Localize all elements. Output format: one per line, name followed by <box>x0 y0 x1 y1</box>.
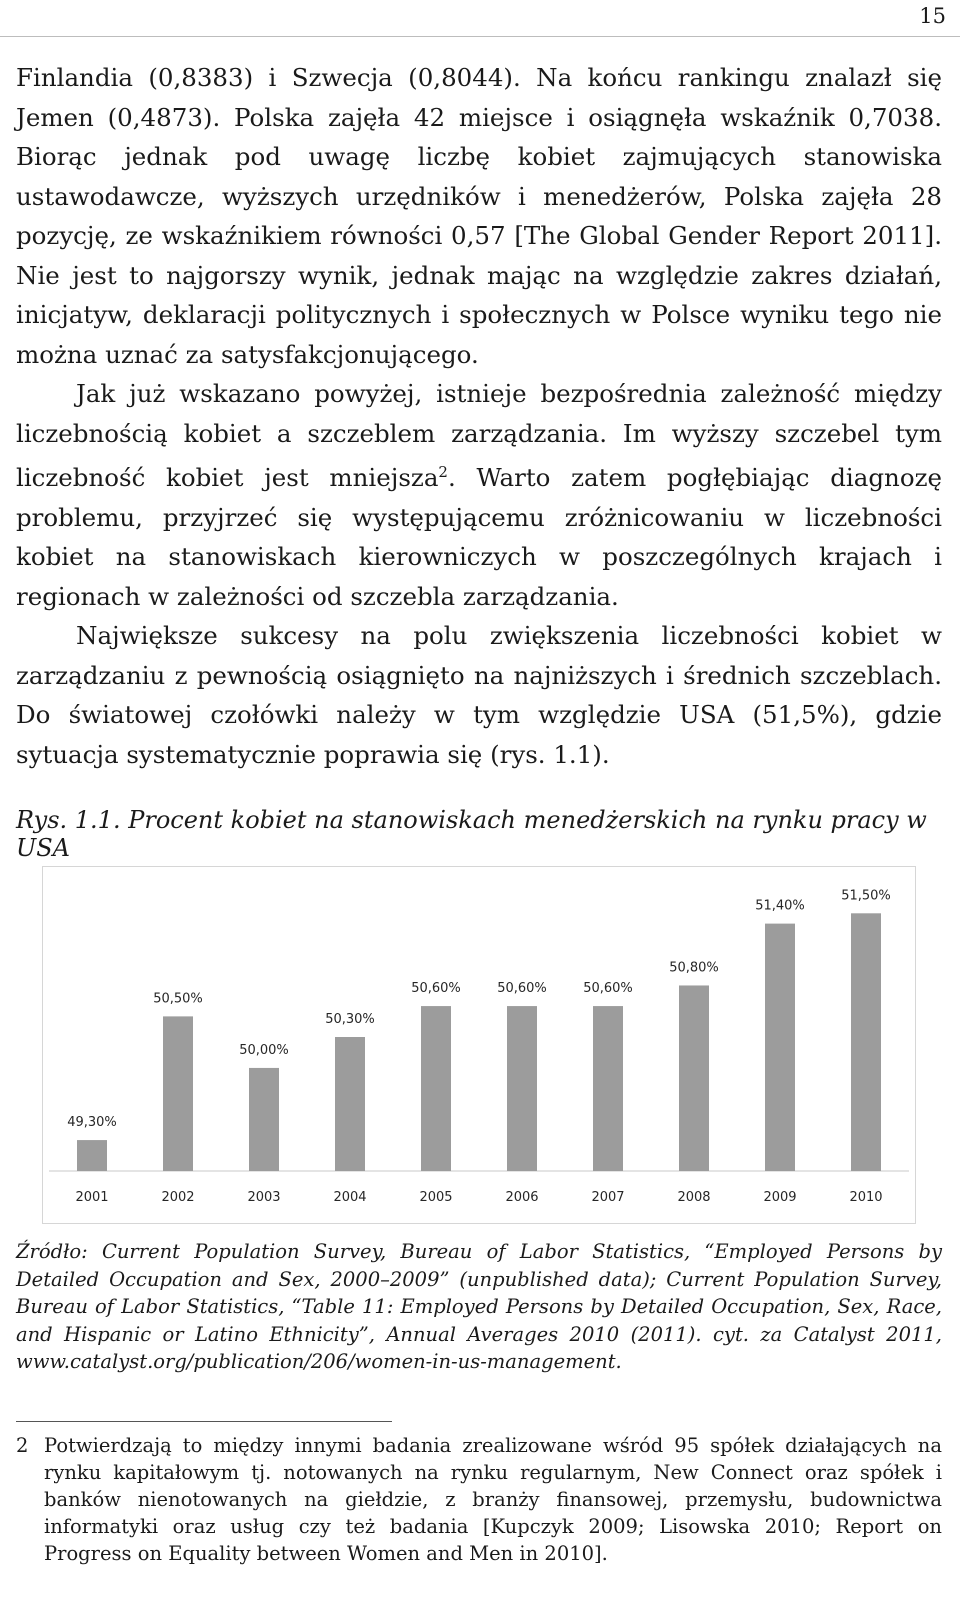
bar-2003 <box>249 1068 279 1171</box>
paragraph-2-text: Jak już wskazano powyżej, istnieje bezpośrednia zależność między liczebnością kobiet a szczeblem zarządzania. Im wyższy szczebel tym liczebność kobiet jest mniejsza <box>16 379 942 493</box>
footnote <box>16 1432 942 1567</box>
x-tick-label-2009: 2009 <box>763 1190 797 1205</box>
header-rule <box>0 36 960 37</box>
bar-2002 <box>163 1016 193 1171</box>
data-label-2001: 49,30% <box>67 1115 117 1131</box>
footnote-rule <box>16 1421 392 1422</box>
figure-source-label: Źródło: Current Population Survey, Bureau of Labor Statistics, “Employed Persons by De <box>16 1240 942 1291</box>
data-label-2003: 50,00% <box>239 1042 289 1058</box>
bar-2004 <box>335 1037 365 1171</box>
data-label-2006: 50,60% <box>497 981 547 997</box>
data-label-2002: 50,50% <box>153 991 203 1007</box>
footnote-text: Potwierdzają to między innymi badania zrealizowane wśród 95 spółek działających na rynku kapitałowym tj. notowanych na rynku regularnym, New Connect oraz spółek i banków nienotowanych na giełdzie, z branży finansowej, przemysłu, budownictwa informatyki oraz usług czy też badania [Kupczyk 2009; Lisowska 2010; Report on Progress on Equality between Women and Men in 2010]. <box>44 1434 942 1565</box>
paragraph-3: Największe sukcesy na polu zwiększenia liczebności kobiet w zarządzaniu z pewnością osiągnięto na najniższych i średnich szczeblach. Do światowej czołówki należy w tym względzie USA (51,5%), gdzie sytuacja systematycznie poprawia się (rys. 1.1). <box>16 621 942 769</box>
x-tick-label-2008: 2008 <box>677 1190 711 1205</box>
bar-2009 <box>765 924 795 1171</box>
data-label-2009: 51,40% <box>755 898 805 914</box>
footnote-ref[interactable]: 2 <box>438 463 448 481</box>
bar-2010 <box>851 913 881 1171</box>
bar-2008 <box>679 985 709 1171</box>
data-label-2008: 50,80% <box>669 960 719 976</box>
data-label-2010: 51,50% <box>841 888 891 904</box>
figure-caption: Rys. 1.1. Procent kobiet na stanowiskach menedżerskich na rynku pracy w USA <box>16 806 927 862</box>
page-number: 15 <box>919 4 946 28</box>
paragraph-2 <box>16 374 942 616</box>
x-tick-label-2005: 2005 <box>419 1190 453 1205</box>
paragraph-1: Finlandia (0,8383) i Szwecja (0,8044). Na końcu rankingu znalazł się Jemen (0,4873). Polska zajęła 42 miejsce i osiągnęła wskaźnik 0,7038. Biorąc jednak pod uwagę liczbę kobiet zajmujących stanowiska ustawodawcze, wyższych urzędników i menedżerów, Polska zajęła 28 pozycję, ze wskaźnikiem równości 0,57 [The Global Gender Report 2011]. Nie jest to najgorszy wynik, jednak mając na względzie zakres działań, inicjatyw, deklaracji politycznych i społecznych w Polsce wyniku tego nie można uznać za satysfakcjonującego. <box>16 63 942 369</box>
data-label-2004: 50,30% <box>325 1012 375 1027</box>
bar-chart <box>42 866 916 1224</box>
x-tick-label-2004: 2004 <box>333 1190 367 1205</box>
x-tick-label-2003: 2003 <box>247 1190 281 1205</box>
paragraph-2-rest: . Warto zatem pogłębiając diagnozę problemu, przyjrzeć się występującemu zróżnicowaniu w liczebności kobiet na stanowiskach kierowniczych w poszczególnych krajach i regionach w zależności od szczebla zarządzania. <box>16 463 942 611</box>
x-tick-label-2001: 2001 <box>75 1190 109 1205</box>
x-tick-label-2010: 2010 <box>849 1190 883 1205</box>
bar-2001 <box>77 1140 107 1171</box>
bar-2007 <box>593 1006 623 1171</box>
x-tick-label-2007: 2007 <box>591 1190 625 1205</box>
footnote-number: 2 <box>16 1434 29 1457</box>
figure-source <box>16 1238 942 1376</box>
x-tick-label-2006: 2006 <box>505 1190 539 1205</box>
x-tick-label-2002: 2002 <box>161 1190 195 1205</box>
bar-2006 <box>507 1006 537 1171</box>
chart-svg <box>43 867 915 1223</box>
data-label-2005: 50,60% <box>411 981 461 997</box>
figure-source-text: tailed Occupation and Sex, 2000–2009” (unpublished data); Current Population Survey, Bureau of Labor Statistics, “Table 11: Employed Persons by Detailed Occupation, Sex, Race, and Hispanic or Latino Ethnicity”, Annual Averages 2010 (2011). cyt. za Catalyst 2011, www.catalyst.org/publication/206/women-in-us-management. <box>16 1267 942 1373</box>
body-text <box>16 58 942 774</box>
data-label-2007: 50,60% <box>583 981 633 997</box>
bar-2005 <box>421 1006 451 1171</box>
